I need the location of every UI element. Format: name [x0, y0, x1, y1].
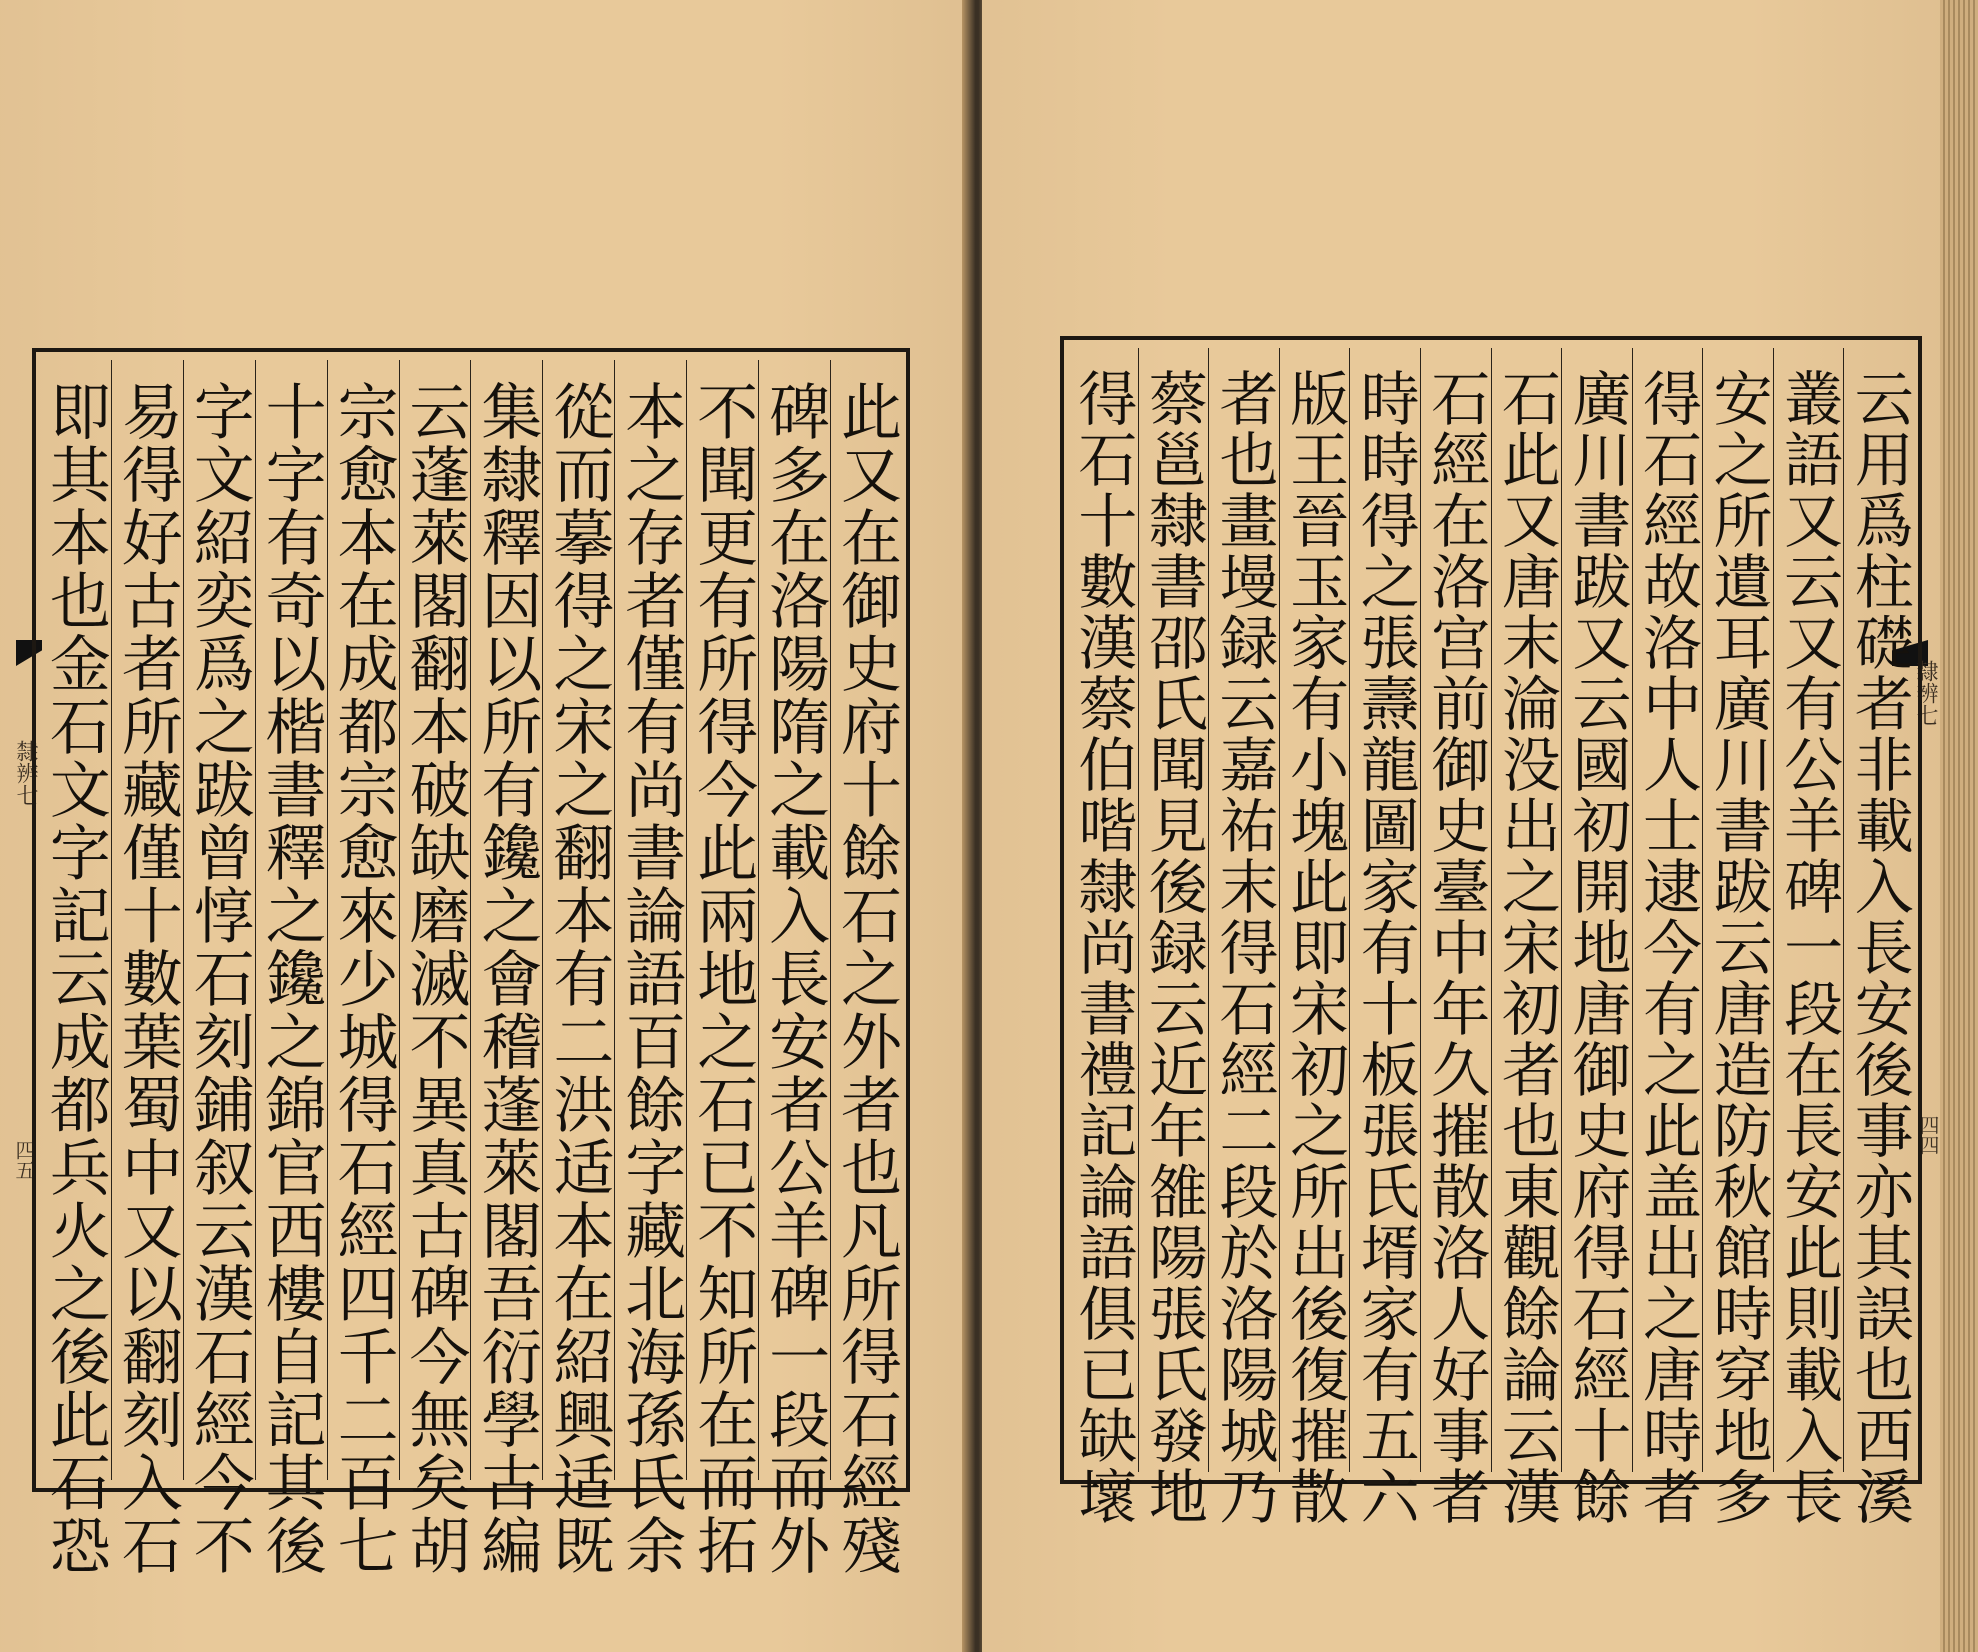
text-column	[1491, 348, 1562, 1527]
text-column	[1068, 348, 1138, 1527]
page-number: 四五	[12, 1140, 36, 1180]
column-text: 宗愈本在成都宗愈來少城得石經四千二百七	[327, 380, 399, 1577]
text-column	[1561, 348, 1632, 1527]
text-column	[614, 360, 687, 1577]
column-text: 易得好古者所藏僅十數葉蜀中又以翻刻入石	[111, 380, 183, 1577]
column-text: 時時得之張燾龍圖家有十板張氏壻家有五六	[1350, 368, 1420, 1527]
column-text: 碑多在洛陽隋之載入長安者公羊碑一段而外	[759, 380, 831, 1577]
column-text: 云蓬萊閣翻本破缺磨滅不異真古碑今無矣胡	[399, 380, 471, 1577]
left-page	[0, 0, 970, 1652]
text-column	[39, 360, 111, 1577]
column-text: 從而摹得之宋之翻本有二洪适本在紹興适既	[543, 380, 615, 1577]
column-text: 云用爲柱礎者非載入長安後事亦其誤也西溪	[1844, 368, 1914, 1527]
text-column	[1279, 348, 1350, 1527]
column-text: 廣川書跋又云國初開地唐御史府得石經十餘	[1562, 368, 1632, 1527]
column-text: 蔡邕隸書邵氏聞見後録云近年雒陽張氏發地	[1138, 368, 1208, 1527]
text-column	[255, 360, 327, 1577]
column-text: 字文紹奕爲之跋曾惇石刻鋪叙云漢石經今不	[183, 380, 255, 1577]
page-number: 四四	[1916, 1115, 1940, 1155]
text-column	[1138, 348, 1209, 1527]
text-column	[542, 360, 615, 1577]
text-columns	[39, 360, 903, 1577]
column-text: 得石經故洛中人士逮今有之此盖出之唐時者	[1632, 368, 1702, 1527]
column-text: 即其本也金石文字記云成都兵火之後此石恐	[39, 380, 111, 1577]
text-column	[470, 360, 543, 1577]
text-frame	[32, 348, 910, 1577]
column-text: 集隸釋因以所有鑱之會稽蓬萊閣吾衍學古編	[471, 380, 543, 1577]
column-text: 叢語又云又有公羊碑一段在長安此則載入長	[1774, 368, 1844, 1527]
page-edges	[1940, 0, 1978, 1652]
column-text: 石經在洛宫前御史臺中年久摧散洛人好事者	[1421, 368, 1491, 1527]
column-text: 此又在御史府十餘石之外者也凡所得石經殘	[831, 380, 903, 1577]
text-column	[758, 360, 831, 1577]
column-text: 本之存者僅有尚書論語百餘字藏北海孫氏余	[615, 380, 687, 1577]
text-column	[1843, 348, 1914, 1527]
text-column	[1702, 348, 1773, 1527]
text-column	[327, 360, 399, 1577]
text-columns	[1068, 348, 1914, 1527]
text-column	[111, 360, 183, 1577]
text-column	[1420, 348, 1491, 1527]
text-column	[1632, 348, 1703, 1527]
margin-title: 隸辨七	[1913, 660, 1938, 726]
column-text: 石此又唐末淪没出之宋初者也東觀餘論云漢	[1491, 368, 1561, 1527]
text-column	[686, 360, 759, 1577]
column-text: 十字有奇以楷書釋之鑱之錦官西樓自記其後	[255, 380, 327, 1577]
text-column	[1349, 348, 1420, 1527]
text-column	[830, 360, 903, 1577]
column-text: 者也畫墁録云嘉祐末得石經二段於洛陽城乃	[1209, 368, 1279, 1527]
column-text: 不聞更有所得今此兩地之石已不知所在而拓	[687, 380, 759, 1577]
text-column	[1773, 348, 1844, 1527]
text-column	[1208, 348, 1279, 1527]
margin-title: 隸辨七	[13, 740, 38, 806]
text-column	[183, 360, 255, 1577]
text-frame	[1060, 336, 1922, 1527]
column-text: 安之所遺耳廣川書跋云唐造防秋館時穿地多	[1703, 368, 1773, 1527]
text-column	[399, 360, 471, 1577]
column-text: 版王晉玉家有小塊此即宋初之所出後復摧散	[1280, 368, 1350, 1527]
right-page	[982, 0, 1940, 1652]
column-text: 得石十數漢蔡伯喈隸尚書禮記論語俱已缺壞	[1068, 368, 1138, 1527]
